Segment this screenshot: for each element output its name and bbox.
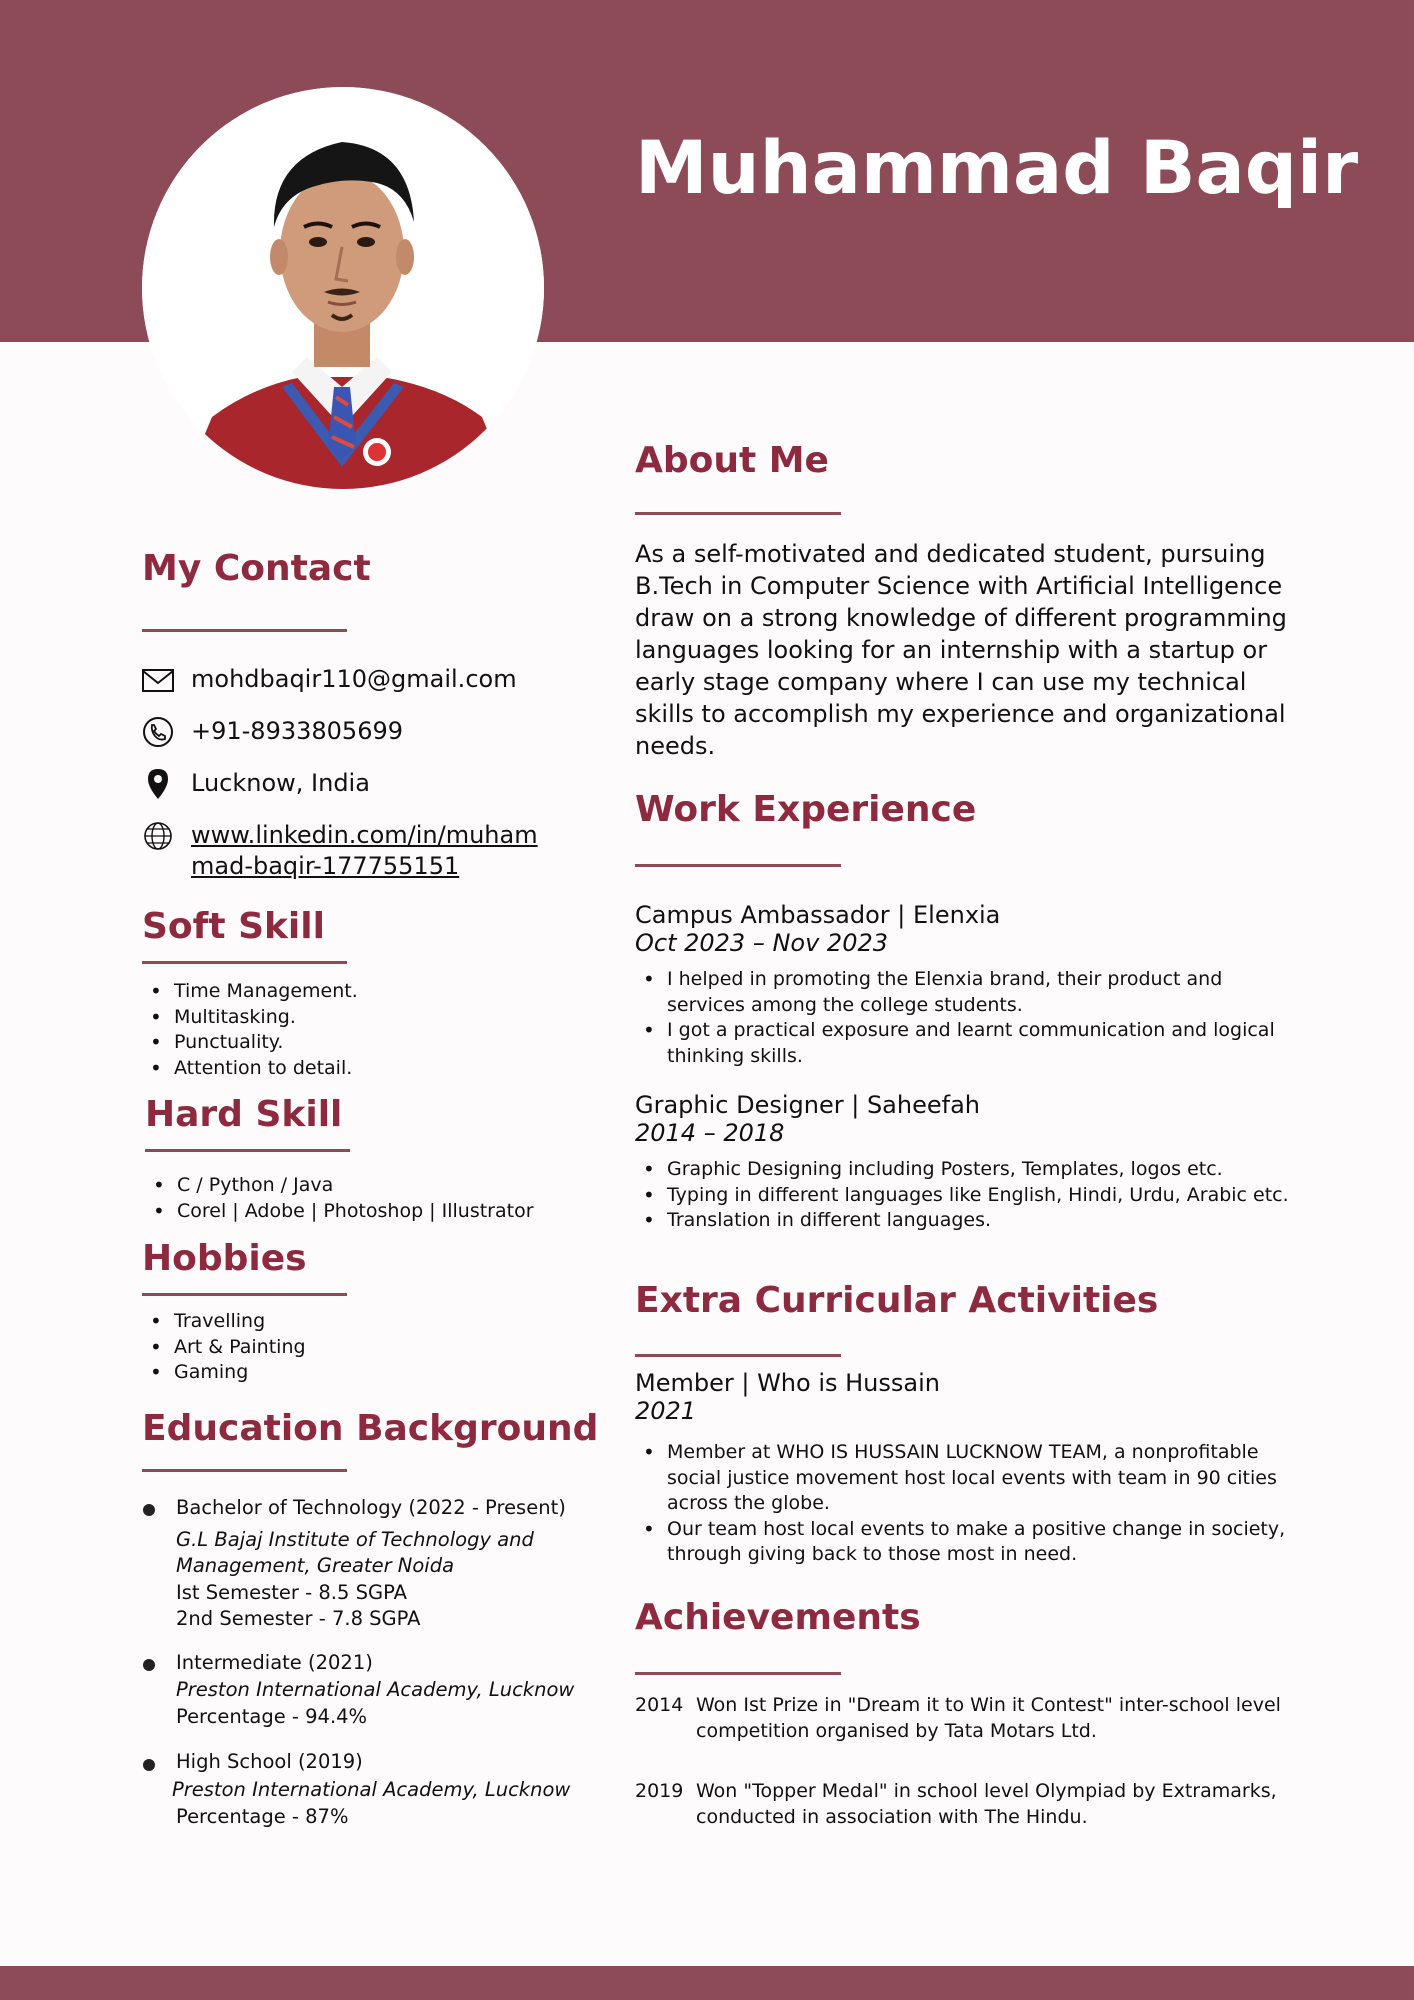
list-item: • Art & Painting	[142, 1335, 306, 1361]
hobbies-heading: Hobbies	[142, 1238, 307, 1279]
list-item: • Gaming	[142, 1360, 306, 1386]
extra-rule	[635, 1354, 841, 1357]
job-bullets	[635, 1157, 1289, 1234]
achievement-text: competition organised by Tata Motars Ltd.	[696, 1720, 1097, 1742]
list-item: • Corel | Adobe | Photoshop | Illustrator	[145, 1199, 534, 1225]
achievements-rule	[635, 1672, 841, 1675]
bullet-dot	[143, 1504, 155, 1516]
hobbies-rule	[142, 1293, 347, 1296]
job-date: 2014 – 2018	[635, 1119, 785, 1147]
list-item: • Multitasking.	[142, 1005, 358, 1031]
phone-icon	[141, 715, 175, 749]
list-item: • Translation in different languages.	[635, 1208, 1289, 1234]
hobbies-list	[142, 1309, 306, 1386]
location-pin-icon	[141, 767, 175, 801]
list-item: • Our team host local events to make a positive change in society, through giving back to those most in need.	[635, 1517, 1285, 1568]
bullet-dot	[143, 1759, 155, 1771]
phone-number[interactable]: +91-8933805699	[191, 717, 404, 745]
education-rule	[142, 1469, 347, 1472]
soft-skill-list	[142, 979, 358, 1081]
list-item: • Punctuality.	[142, 1030, 358, 1056]
about-text: As a self-motivated and dedicated student, pursuing B.Tech in Computer Science with Artificial Intelligence draw on a strong knowledge of different programming languages looking for an internship with a startup or early stage company where I can use my technical skills to accomplish my experience and organizational needs.	[635, 540, 1287, 760]
achievements-heading: Achievements	[635, 1597, 921, 1638]
education-school: Preston International Academy, Lucknow	[176, 1678, 575, 1701]
education-degree: Intermediate (2021)	[176, 1651, 373, 1674]
list-item: • C / Python / Java	[145, 1173, 534, 1199]
education-detail: 2nd Semester - 7.8 SGPA	[176, 1607, 421, 1630]
education-detail: Ist Semester - 8.5 SGPA	[176, 1581, 407, 1604]
contact-heading: My Contact	[142, 548, 371, 589]
education-degree: High School (2019)	[176, 1750, 363, 1773]
hard-skill-list	[145, 1173, 534, 1224]
email-icon	[141, 663, 175, 697]
work-rule	[635, 864, 841, 867]
achievement-text: Won Ist Prize in "Dream it to Win it Contest" inter-school level	[696, 1694, 1281, 1716]
work-heading: Work Experience	[635, 789, 977, 830]
footer-band	[0, 1966, 1414, 2000]
list-item: • I got a practical exposure and learnt communication and logical thinking skills.	[635, 1018, 1275, 1069]
education-detail: Percentage - 87%	[176, 1805, 349, 1828]
education-school: Management, Greater Noida	[176, 1554, 455, 1577]
about-heading: About Me	[635, 440, 829, 481]
achievement-text: Won "Topper Medal" in school level Olympiad by Extramarks,	[696, 1780, 1277, 1802]
contact-heading-rule	[142, 629, 347, 632]
job-title: Campus Ambassador | Elenxia	[635, 901, 1001, 929]
profile-photo	[142, 87, 544, 489]
candidate-name: Muhammad Baqir	[635, 126, 1359, 211]
education-degree: Bachelor of Technology (2022 - Present)	[176, 1496, 566, 1519]
activity-bullets	[635, 1440, 1285, 1568]
education-heading: Education Background	[142, 1408, 599, 1449]
achievement-year: 2014	[635, 1694, 684, 1716]
globe-icon	[141, 819, 175, 853]
extra-heading: Extra Curricular Activities	[635, 1280, 1159, 1321]
hard-skill-heading: Hard Skill	[145, 1094, 343, 1135]
location-text: Lucknow, India	[191, 769, 370, 797]
linkedin-link-line2[interactable]: mad-baqir-177755151	[191, 852, 460, 880]
email-address[interactable]: mohdbaqir110@gmail.com	[191, 665, 517, 693]
job-bullets	[635, 967, 1275, 1069]
list-item: • Time Management.	[142, 979, 358, 1005]
soft-skill-heading: Soft Skill	[142, 906, 325, 947]
about-rule	[635, 512, 841, 515]
job-date: Oct 2023 – Nov 2023	[635, 929, 889, 957]
linkedin-link-line1[interactable]: www.linkedin.com/in/muham	[191, 821, 538, 849]
list-item: • Travelling	[142, 1309, 306, 1335]
portrait-illustration	[142, 87, 544, 489]
list-item: • Member at WHO IS HUSSAIN LUCKNOW TEAM, a nonprofitable social justice movement host local events with team in 90 cities across the globe.	[635, 1440, 1285, 1517]
education-school: Preston International Academy, Lucknow	[172, 1778, 571, 1801]
education-school: G.L Bajaj Institute of Technology and	[176, 1528, 534, 1551]
hard-skill-rule	[145, 1149, 350, 1152]
achievement-year: 2019	[635, 1780, 684, 1802]
list-item: • I helped in promoting the Elenxia brand, their product and services among the college students.	[635, 967, 1275, 1018]
job-title: Graphic Designer | Saheefah	[635, 1091, 980, 1119]
achievement-text: conducted in association with The Hindu.	[696, 1806, 1088, 1828]
list-item: • Typing in different languages like English, Hindi, Urdu, Arabic etc.	[635, 1183, 1289, 1209]
list-item: • Graphic Designing including Posters, Templates, logos etc.	[635, 1157, 1289, 1183]
activity-role: Member | Who is Hussain	[635, 1369, 940, 1397]
bullet-dot	[143, 1659, 155, 1671]
activity-date: 2021	[635, 1397, 697, 1425]
education-detail: Percentage - 94.4%	[176, 1705, 368, 1728]
list-item: • Attention to detail.	[142, 1056, 358, 1082]
soft-skill-rule	[142, 961, 347, 964]
